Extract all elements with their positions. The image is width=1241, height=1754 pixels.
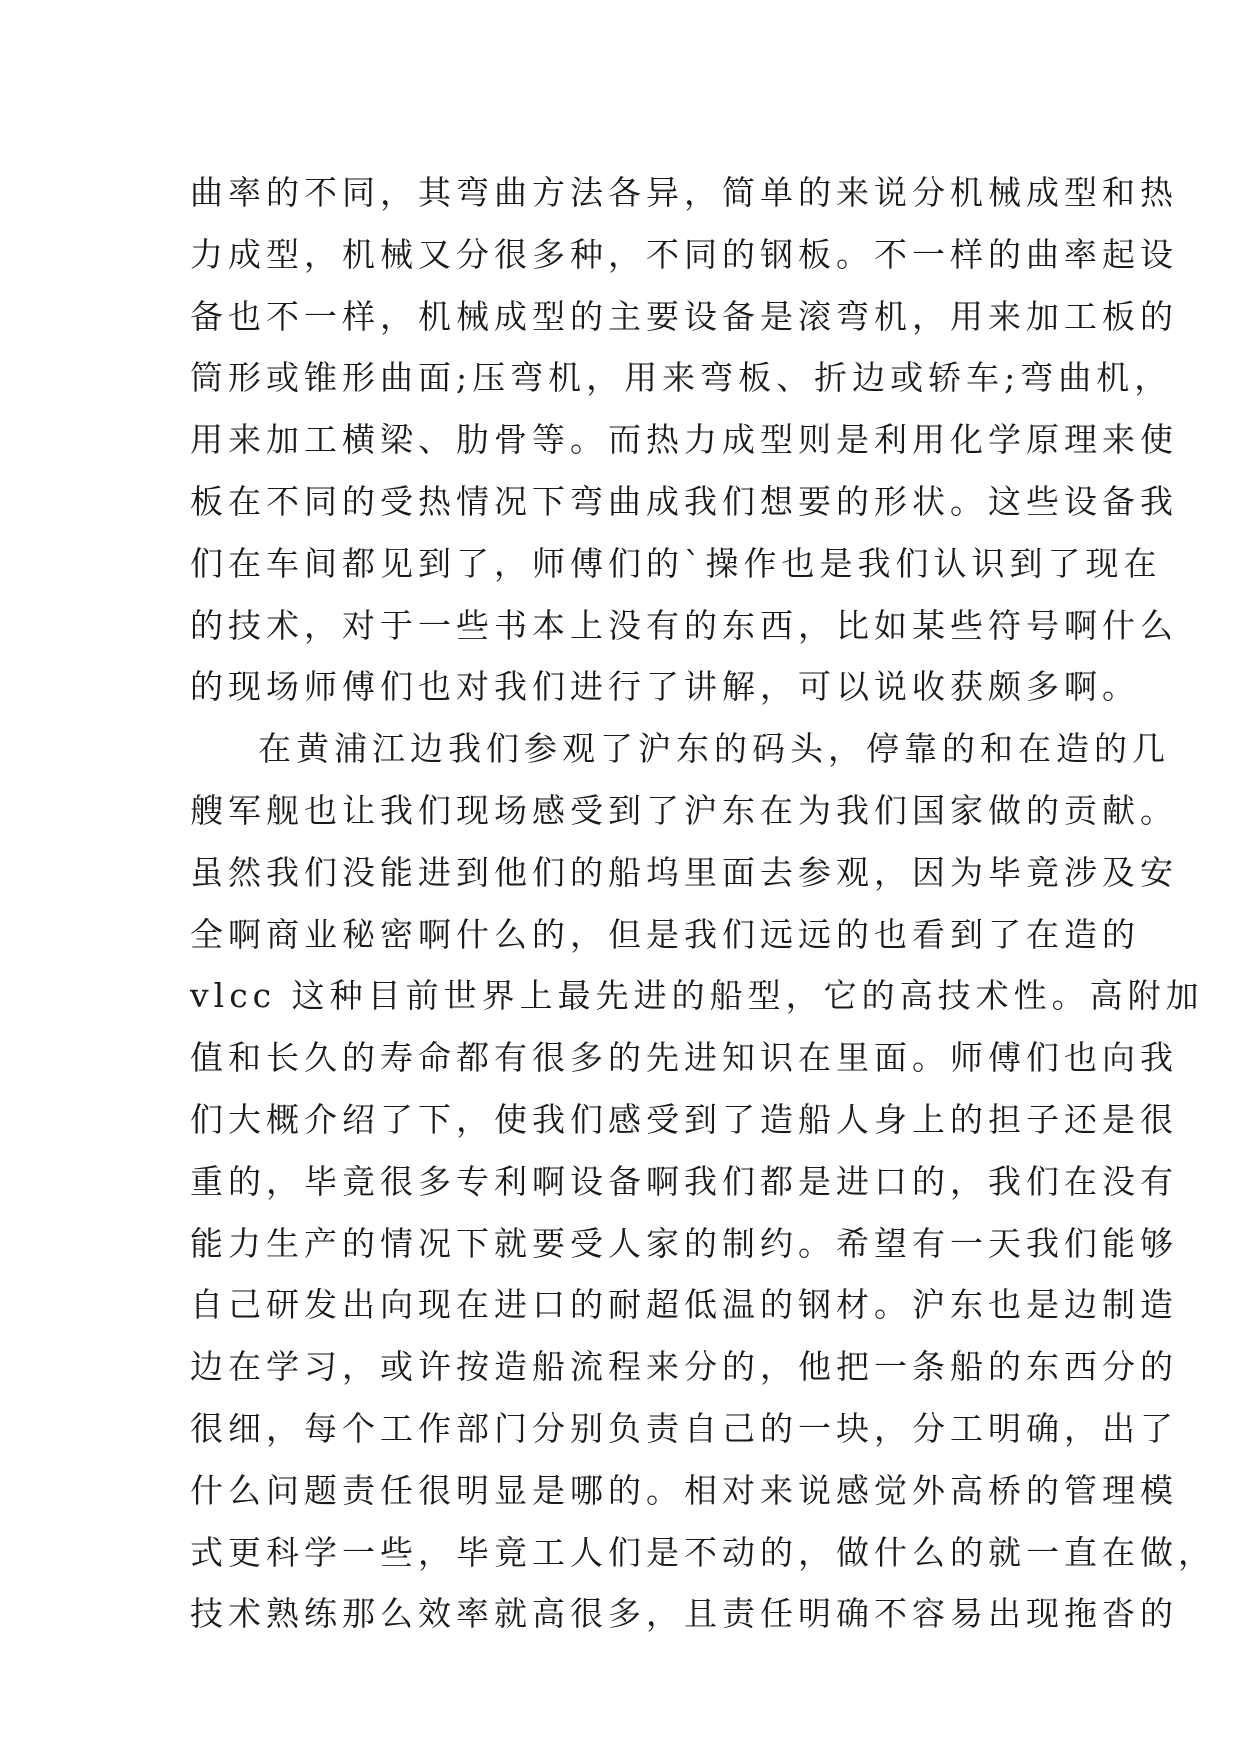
text-line: 们大概介绍了下，使我们感受到了造船人身上的担子还是很 [190, 1099, 1178, 1139]
paragraph-start-line: 在黄浦江边我们参观了沪东的码头，停靠的和在造的几 [258, 729, 1170, 769]
text-line: 值和长久的寿命都有很多的先进知识在里面。师傅们也向我 [190, 1038, 1178, 1078]
text-line: 虽然我们没能进到他们的船坞里面去参观，因为毕竟涉及安 [190, 852, 1178, 892]
text-line: 备也不一样，机械成型的主要设备是滚弯机，用来加工板的 [190, 296, 1178, 336]
text-line: 用来加工横梁、肋骨等。而热力成型则是利用化学原理来使 [190, 420, 1178, 460]
text-line: 边在学习，或许按造船流程来分的，他把一条船的东西分的 [190, 1347, 1178, 1387]
text-line: 的技术，对于一些书本上没有的东西，比如某些符号啊什么 [190, 605, 1178, 645]
text-line: 艘军舰也让我们现场感受到了沪东在为我们国家做的贡献。 [190, 790, 1178, 830]
text-line: 力成型，机械又分很多种，不同的钢板。不一样的曲率起设 [190, 234, 1178, 274]
text-line: 能力生产的情况下就要受人家的制约。希望有一天我们能够 [190, 1223, 1178, 1263]
text-line: 筒形或锥形曲面;压弯机，用来弯板、折边或轿车;弯曲机， [190, 358, 1173, 398]
text-line: 板在不同的受热情况下弯曲成我们想要的形状。这些设备我 [190, 481, 1178, 521]
text-line: 很细，每个工作部门分别负责自己的一块，分工明确，出了 [190, 1408, 1178, 1448]
text-line: 们在车间都见到了，师傅们的`操作也是我们认识到了现在 [190, 543, 1162, 583]
text-line: vlcc 这种目前世界上最先进的船型，它的高技术性。高附加 [190, 976, 1204, 1016]
text-line: 技术熟练那么效率就高很多，且责任明确不容易出现拖沓的 [190, 1594, 1178, 1634]
text-line: 重的，毕竟很多专利啊设备啊我们都是进口的，我们在没有 [190, 1161, 1178, 1201]
body-text [190, 162, 1216, 1645]
text-line: 自己研发出向现在进口的耐超低温的钢材。沪东也是边制造 [190, 1285, 1178, 1325]
text-line: 式更科学一些，毕竟工人们是不动的，做什么的就一直在做， [190, 1532, 1216, 1572]
text-line: 什么问题责任很明显是哪的。相对来说感觉外高桥的管理模 [190, 1470, 1178, 1510]
text-line: 的现场师傅们也对我们进行了讲解，可以说收获颇多啊。 [190, 667, 1140, 707]
text-line: 全啊商业秘密啊什么的，但是我们远远的也看到了在造的 [190, 914, 1140, 954]
text-line: 曲率的不同，其弯曲方法各异，简单的来说分机械成型和热 [190, 173, 1178, 212]
